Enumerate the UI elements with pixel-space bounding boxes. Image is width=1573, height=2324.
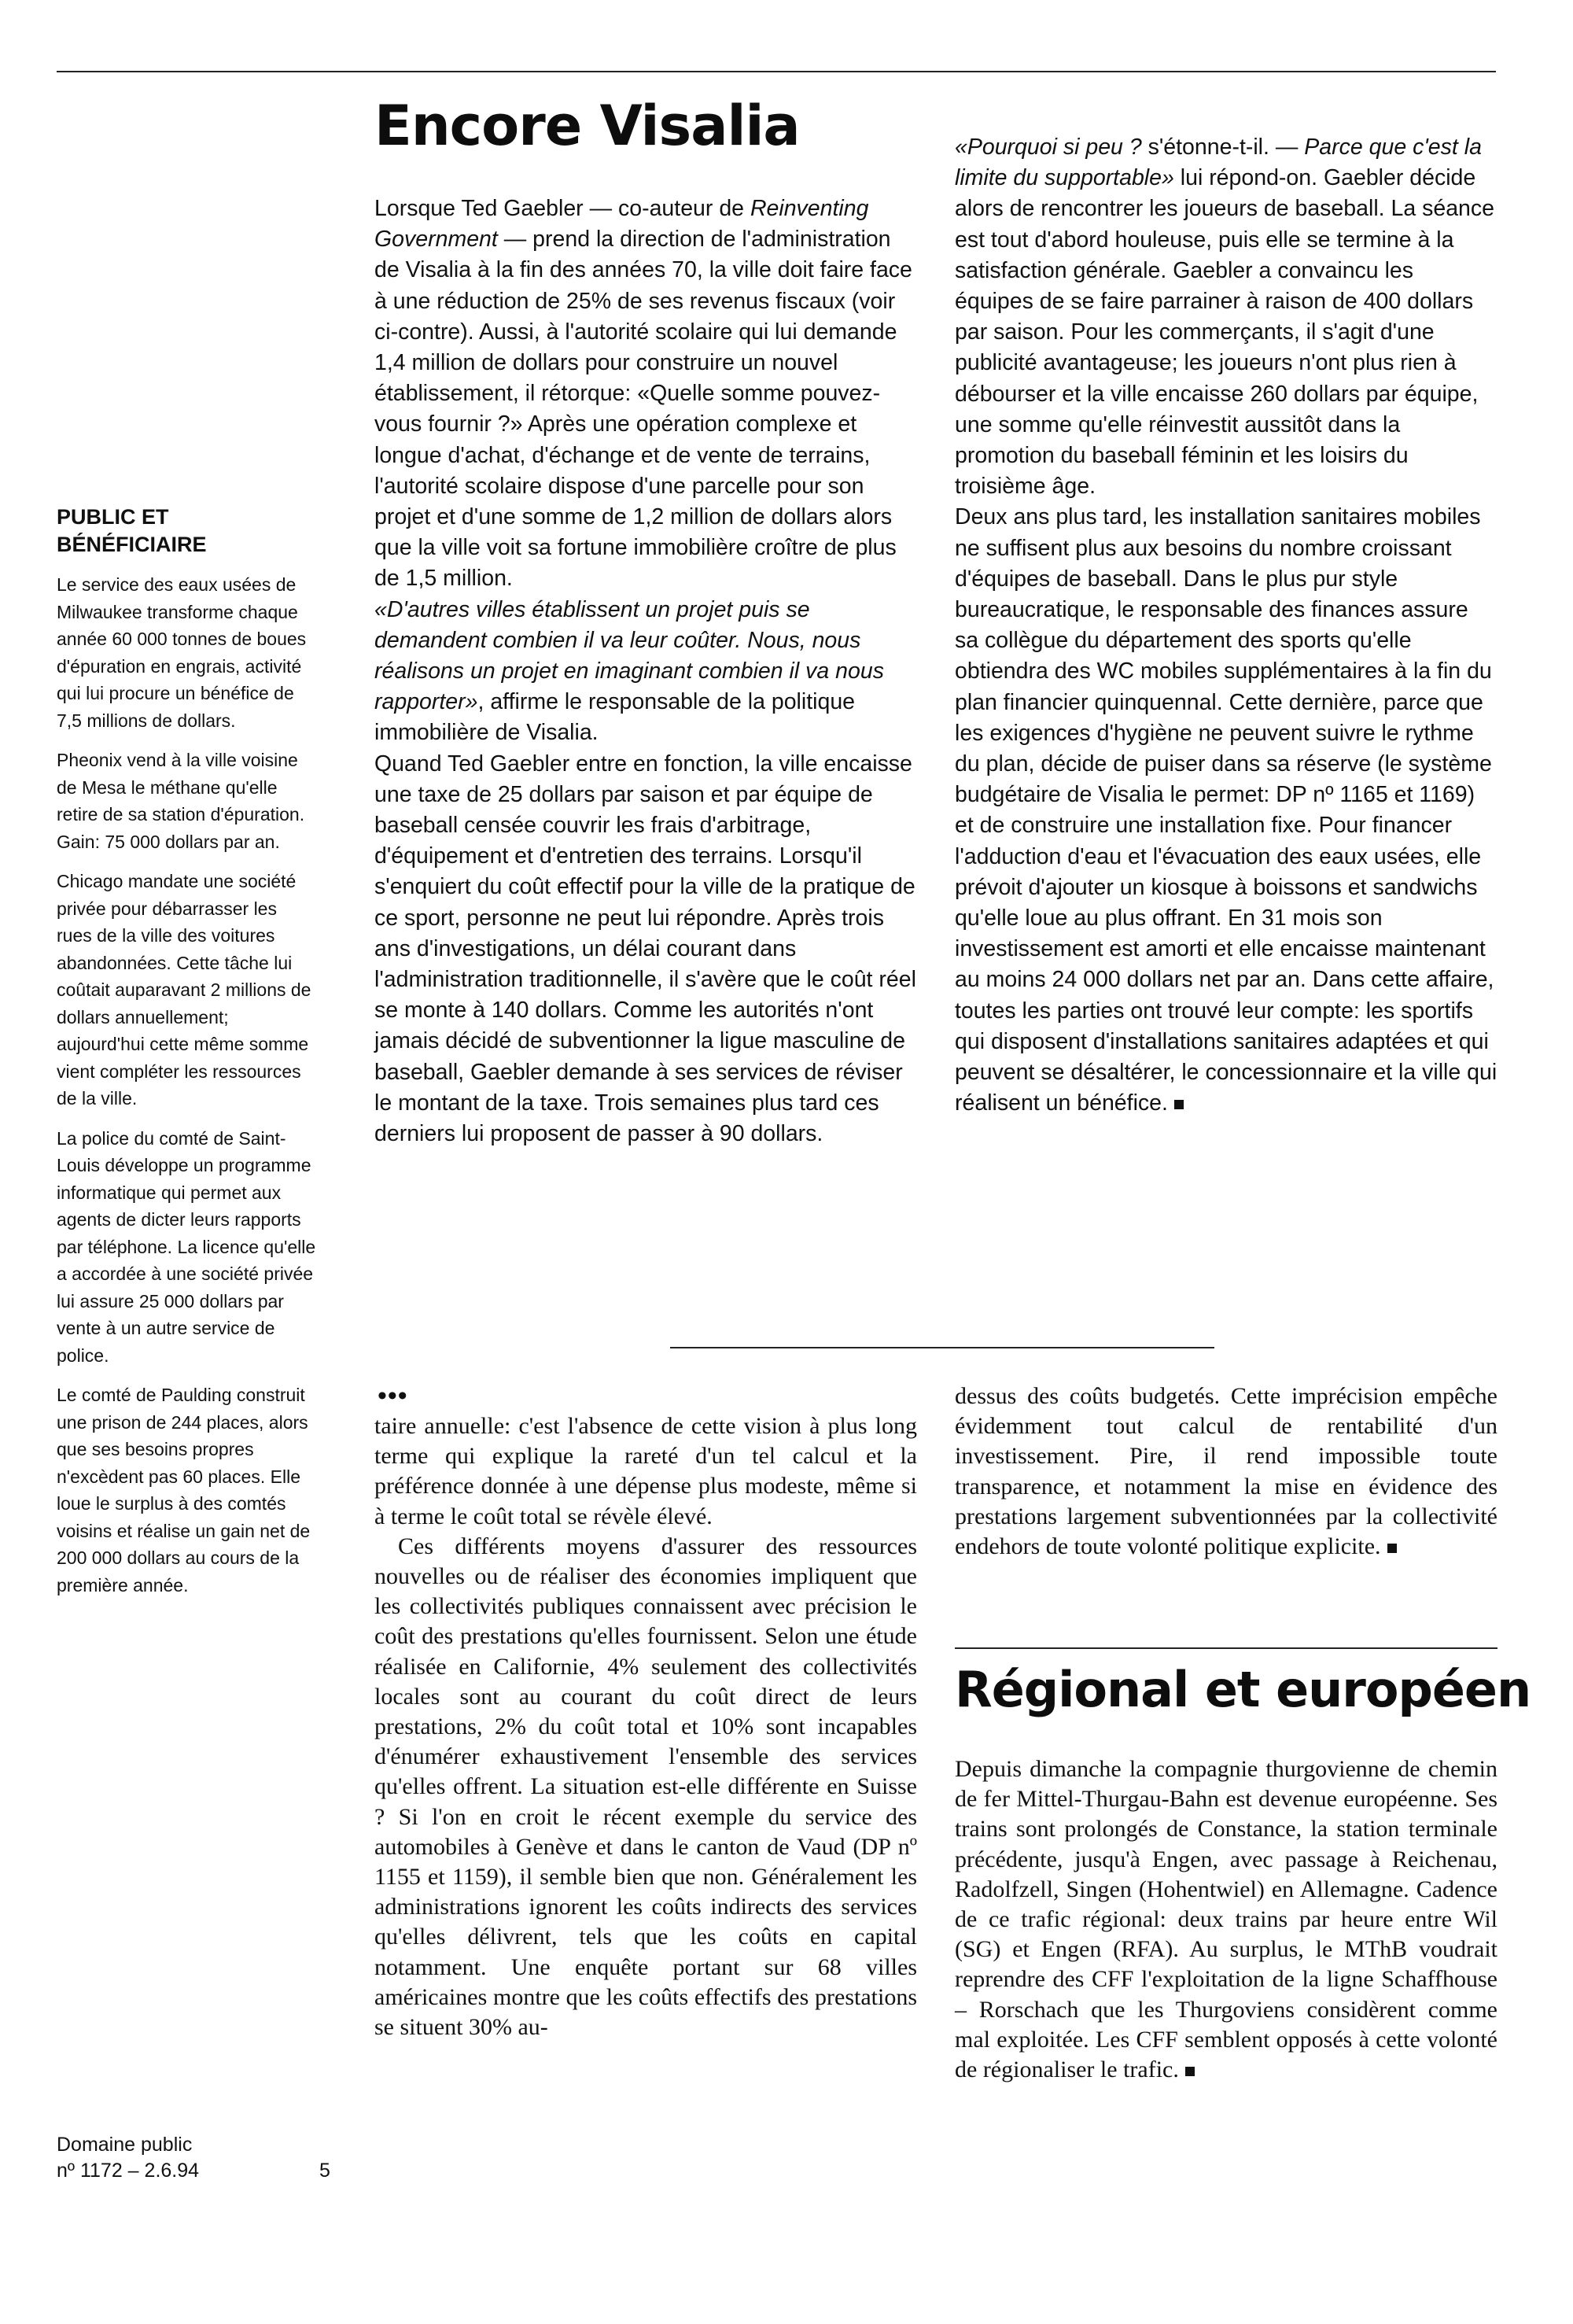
main-left-column (374, 1411, 917, 2042)
visalia-left-column (374, 194, 917, 1149)
visalia-right-column (955, 132, 1497, 1120)
quote: «D'autres villes établissent un projet puis se demandent combien il va leur coûter. Nous, nous réalisons un projet en imaginant combien il va nous rapporter» (374, 596, 884, 715)
visalia-paragraph-1 (374, 194, 917, 595)
end-mark-icon (1174, 1100, 1184, 1109)
footer-issue: nº 1172 – 2.6.94 (57, 2160, 200, 2182)
text-run: Deux ans plus tard, les installation sanitaires mobiles ne suffisent plus aux besoins du nombre croissant d'équipes de baseball. Dans le plus pur style bureaucratique, le responsable des finances assure sa collègue du département des sports qu'elle obtiendra des WC mobiles supplémentaires à la fin du plan financier quinquennal. Cette dernière, parce que les exigences d'hygiène ne peuvent suivre le rythme du plan, décide de puiser dans sa réserve (le système budgétaire de Visalia le permet: DP nº 1165 et 1169) et de construire une installation fixe. Pour financer l'adduction d'eau et l'évacuation des eaux usées, elle prévoit d'ajouter un kiosque à boissons et sandwichs qu'elle loue au plus offrant. En 31 mois son investissement est amorti et elle encaisse maintenant au moins 24 000 dollars net par an. Dans cette affaire, toutes les parties ont trouvé leur compte: les sportifs qui disposent d'installations sanitaires adaptées et qui peuvent se désaltérer, le concessionnaire et la ville qui réalisent un bénéfice. (955, 504, 1497, 1116)
visalia-paragraph-3: Quand Ted Gaebler entre en fonction, la ville encaisse une taxe de 25 dollars par saison et par équipe de baseball censée couvrir les frais d'arbitrage, d'équipement et d'entretien des terrains. Lorsqu'il s'enquiert du coût effectif pour la ville de la pratique de ce sport, personne ne peut lui répondre. Après trois ans d'investigations, un délai courant dans l'administration traditionnelle, il s'avère que le coût réel se monte à 140 dollars. Comme les autorités n'ont jamais décidé de subventionner la ligue masculine de baseball, Gaebler demande à ses services de réviser le montant de la taxe. Trois semaines plus tard ces derniers lui proposent de passer à 90 dollars. (374, 751, 916, 1147)
sidebar-paragraph: Le comté de Paulding construit une prison de 244 places, alors que ses besoins propres n'excèdent pas 60 places. Elle loue le surplus à des comtés voisins et réalise un gain net de 200 000 dollars au cours de la première année. (57, 1385, 311, 1595)
sidebar-heading: PUBLIC ET BÉNÉFICIAIRE (57, 505, 207, 556)
footer-credit (57, 2132, 340, 2184)
text-run: Depuis dimanche la compagnie thurgovienne de chemin de fer Mittel-Thurgau-Bahn est devenue européenne. Ses trains sont prolongés de Constance, la station terminale précédente, jusqu'à Engen, avec passage à Reichenau, Radolfzell, Singen (Hohentwiel) en Allemagne. Cadence de ce trafic régional: deux trains par heure entre Wil (SG) et Engen (RFA). Au surplus, le MThB voudrait reprendre des CFF l'exploitation de la ligne Schaffhouse – Rorschach que les Thurgoviens considèrent comme mal exploitée. Les CFF semblent opposés à cette volonté de régionaliser le trafic. (955, 1756, 1497, 2083)
visalia-paragraph-5 (955, 502, 1497, 1119)
text-run: , affirme le responsable de la politique immobilière de Visalia. (374, 689, 856, 746)
visalia-paragraph-4 (955, 132, 1497, 502)
regional-column (955, 1754, 1497, 2085)
text-run: lui répond-on. Gaebler décide alors de rencontrer les joueurs de baseball. La séance est tout d'abord houleuse, puis elle se termine à la satisfaction générale. Gaebler a convaincu les équipes de se faire parrainer à raison de 400 dollars par saison. Pour les commerçants, il s'agit d'une publicité avantageuse; les joueurs n'ont plus rien à débourser et la ville encaisse 260 dollars par équipe, une somme qu'elle réinvestit aussitôt dans la promotion du baseball féminin et les loisirs du troisième âge. (955, 165, 1495, 500)
visalia-paragraph-2 (374, 595, 917, 749)
sidebar-box (57, 504, 316, 1611)
main-paragraph-2: Ces différents moyens d'assurer des ressources nouvelles ou de réaliser des économies impliquent que les collectivités publiques connaissent avec précision le coût des prestations qu'elles fournissent. Selon une étude réalisée en Californie, 4% seulement des collectivités locales sont au courant du coût direct de leurs prestations, 2% du coût total et 10% sont incapables d'énumérer exhaustivement l'ensemble des services qu'elles offrent. La situation est-elle différente en Suisse ? Si l'on en croit le récent exemple du service des automobiles à Genève et dans le canton de Vaud (DP nº 1155 et 1159), il semble bien que non. Généralement les administrations ignorent les coûts indirects des services qu'elles délivrent, tels que les coûts en capital notamment. Une enquête portant sur 68 villes américaines montre que les coûts effectifs des prestations se situent 30% au- (374, 1533, 917, 2041)
main-paragraph-1: taire annuelle: c'est l'absence de cette vision à plus long terme qui explique la rareté d'un tel calcul et la préférence donnée à une dépense plus modeste, même si à terme le coût total se révèle élevé. (374, 1413, 917, 1529)
text-run: s'étonne-t-il. — (1141, 135, 1305, 160)
sidebar-paragraph: Pheonix vend à la ville voisine de Mesa le méthane qu'elle retire de sa station d'épuration. Gain: 75 000 dollars par an. (57, 750, 305, 852)
regional-title: Régional et européen (955, 1661, 1531, 1718)
book-title: Reinventing Government (374, 196, 869, 253)
top-rule (57, 71, 1496, 72)
text-run: Lorsque Ted Gaebler — co-auteur de (374, 196, 750, 221)
text-run: — prend la direction de l'administration de Visalia à la fin des années 70, la ville doit faire face à une réduction de 25% de ses revenus fiscaux (voir ci-contre). Aussi, à l'autorité scolaire qui lui demande 1,4 million de dollars pour construire un nouvel établissement, il rétorque: «Quelle somme pouvez-vous fournir ?» Après une opération complexe et longue d'achat, d'échange et de vente de terrains, l'autorité scolaire dispose d'une parcelle pour son projet et d'une somme de 1,2 million de dollars alors que la ville voit sa fortune immobilière croître de plus de 1,5 million. (374, 227, 912, 592)
quote: Parce que c'est la limite du supportable» (955, 135, 1482, 191)
sidebar-paragraph: La police du comté de Saint-Louis développe un programme informatique qui permet aux agents de dicter leurs rapports par téléphone. La licence qu'elle a accordée à une société privée lui assure 25 000 dollars par vente à un autre service de police. (57, 1127, 316, 1366)
box-bottom-rule (670, 1347, 1214, 1348)
quote: «Pourquoi si peu ? (955, 135, 1142, 160)
visalia-title: Encore Visalia (374, 94, 800, 158)
end-mark-icon (1387, 1544, 1397, 1553)
footer-publication: Domaine public (57, 2134, 193, 2156)
main-right-column (955, 1381, 1497, 1562)
sidebar-paragraph: Le service des eaux usées de Milwaukee transforme chaque année 60 000 tonnes de boues d'épuration en engrais, activité qui lui procure un bénéfice de 7,5 millions de dollars. (57, 574, 307, 731)
text-run: dessus des coûts budgetés. Cette imprécision empêche évidemment tout calcul de rentabilité d'un investissement. Pire, il rend impossible toute transparence, et notamment la mise en évidence des prestations largement subventionnées par la collectivité endehors de toute volonté politique explicite. (955, 1383, 1497, 1560)
regional-paragraph (955, 1754, 1497, 2085)
main-paragraph-3 (955, 1381, 1497, 1562)
end-mark-icon (1185, 2067, 1195, 2076)
section-dots: ••• (378, 1381, 408, 1411)
sidebar-paragraph: Chicago mandate une société privée pour débarrasser les rues de la ville des voitures abandonnées. Cette tâche lui coûtait auparavant 2 millions de dollars annuellement; aujourd'hui cette même somme vient compléter les ressources de la ville. (57, 871, 311, 1109)
page-number: 5 (319, 2160, 330, 2182)
regional-top-rule (955, 1647, 1497, 1649)
